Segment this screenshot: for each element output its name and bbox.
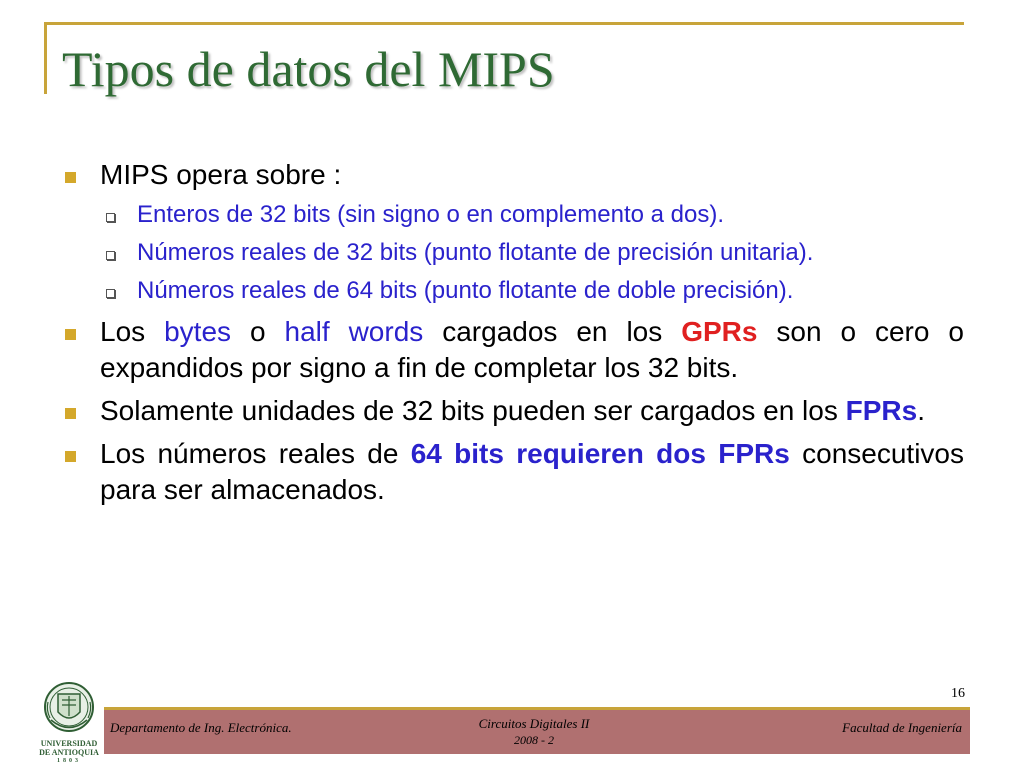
sub-bullet-3 (62, 276, 964, 306)
bullet-2-part-3: o (231, 316, 285, 347)
bullet-2-part-5: cargados en los (423, 316, 682, 347)
slide-title: Tipos de datos del MIPS (62, 41, 555, 97)
logo-year: 1803 (57, 758, 81, 764)
page-number: 16 (951, 686, 965, 701)
footer-course (444, 716, 624, 748)
bullet-4 (62, 436, 964, 508)
hollow-square-bullet-icon (106, 251, 115, 260)
logo-line-1: UNIVERSIDAD (40, 739, 98, 748)
sub-bullet-3-text: Números reales de 64 bits (punto flotante de doble precisión). (137, 277, 794, 304)
bullet-2-part-1: Los (100, 316, 165, 347)
hollow-square-bullet-icon (106, 289, 115, 298)
footer-bar (104, 707, 970, 754)
frame-top-line (44, 22, 964, 25)
square-bullet-icon (65, 451, 76, 462)
sub-bullet-2 (62, 238, 964, 268)
square-bullet-icon (65, 329, 76, 340)
slide-content (62, 157, 964, 515)
logo-line-2: DE ANTIOQUIA (39, 748, 99, 757)
bullet-2-gprs: GPRs (681, 316, 758, 347)
bullet-3-fprs: FPRs (845, 395, 918, 426)
footer-faculty: Facultad de Ingeniería (842, 720, 962, 735)
bullet-4-part-1: Los números reales de (100, 438, 411, 469)
bullet-4-part-3: consecutivos para ser almacenados. (100, 438, 964, 505)
footer-semester: 2008 - 2 (514, 733, 554, 747)
logo-caption (34, 739, 104, 766)
sub-bullet-1 (62, 200, 964, 230)
bullet-1-text: MIPS opera sobre : (100, 159, 342, 190)
bullet-1 (62, 157, 964, 193)
footer-course-name: Circuitos Digitales II (478, 716, 590, 731)
bullet-2-bytes: bytes (164, 316, 232, 347)
bullet-3-part-3: . (917, 395, 925, 426)
footer-department: Departamento de Ing. Electrónica. (110, 720, 292, 735)
hollow-square-bullet-icon (106, 213, 115, 222)
bullet-4-highlight: 64 bits requieren dos FPRs (410, 438, 790, 469)
bullet-2-part-7: son o cero o expandidos por signo a fin de completar los 32 bits. (100, 316, 964, 383)
square-bullet-icon (65, 172, 76, 183)
bullet-3 (62, 393, 964, 429)
bullet-2 (62, 314, 964, 386)
frame-left-line (44, 22, 47, 94)
bullet-3-part-1: Solamente unidades de 32 bits pueden ser cargados en los (100, 395, 846, 426)
sub-bullet-1-text: Enteros de 32 bits (sin signo o en complemento a dos). (137, 201, 724, 228)
square-bullet-icon (65, 408, 76, 419)
sub-bullet-2-text: Números reales de 32 bits (punto flotante de precisión unitaria). (137, 239, 814, 266)
bullet-2-half-words: half words (284, 316, 424, 347)
